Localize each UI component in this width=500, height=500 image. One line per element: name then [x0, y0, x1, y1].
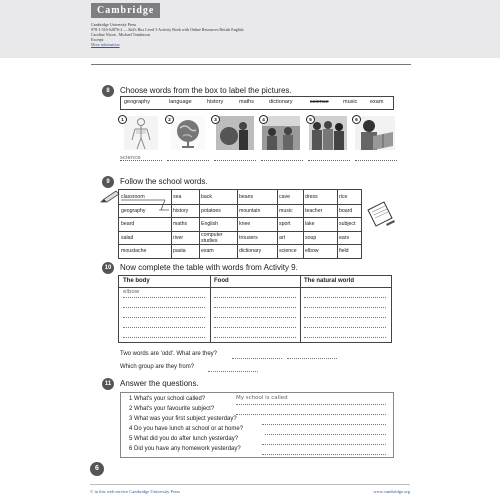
answer-line-4[interactable]: [261, 160, 303, 161]
header-natural-world: The natural world: [304, 278, 355, 284]
path-line: [119, 190, 361, 258]
picture-1-answer: science: [120, 155, 141, 161]
table-col-divider-1: [210, 276, 211, 342]
natural-line-3[interactable]: [304, 317, 386, 318]
more-information-link[interactable]: More information: [91, 42, 120, 47]
food-line-3[interactable]: [214, 317, 296, 318]
natural-line-2[interactable]: [304, 307, 386, 308]
question-5: 5 What did you do after lunch yesterday?: [129, 436, 239, 442]
answer-line-1[interactable]: [120, 160, 162, 161]
answer-line-6[interactable]: [355, 160, 397, 161]
pencil-icon: [100, 190, 120, 204]
odd-word-line-2[interactable]: [287, 358, 337, 359]
picture-number-3: 3: [211, 115, 220, 124]
word-science-struck: science: [310, 99, 329, 105]
grid-word[interactable]: moustache: [121, 248, 147, 255]
question-2: 2 What's your favourite subject?: [129, 406, 215, 412]
picture-number-4: 4: [259, 115, 268, 124]
grid-word[interactable]: mountain: [239, 207, 261, 214]
group-answer-line[interactable]: [208, 371, 258, 372]
page-footer: [90, 484, 410, 499]
answer-line-2[interactable]: [167, 160, 209, 161]
answer-line-5[interactable]: [308, 160, 350, 161]
natural-line-1[interactable]: [304, 297, 386, 298]
question-1: 1 What's your school called?: [129, 396, 206, 402]
exercise-10-badge: 10: [102, 262, 114, 274]
exercise-11-badge: 11: [102, 378, 114, 390]
cambridge-logo: Cambridge: [91, 3, 160, 18]
odd-words-question: Two words are 'odd'. What are they?: [120, 351, 218, 357]
answer-line-q3[interactable]: [262, 424, 386, 425]
grid-word[interactable]: teacher: [305, 207, 323, 214]
word-box: [120, 96, 394, 110]
natural-line-5[interactable]: [304, 337, 386, 338]
question-6: 6 Did you have any homework yesterday?: [129, 446, 241, 452]
natural-line-4[interactable]: [304, 327, 386, 328]
header-food: Food: [214, 278, 229, 284]
grid-word[interactable]: board: [339, 207, 353, 214]
question-3: 3 What was your first subject yesterday?: [129, 416, 237, 422]
word-grid: [118, 189, 362, 259]
question-4: 4 Do you have lunch at school or at home?: [129, 426, 244, 432]
cambridge-website-link[interactable]: www.cambridge.org: [373, 489, 410, 494]
grid-word[interactable]: English: [201, 221, 219, 228]
word-maths: maths: [239, 99, 254, 105]
header-the-body: The body: [123, 278, 150, 284]
answer-line-q2[interactable]: [236, 414, 386, 415]
body-first-answer: elbow: [123, 289, 140, 295]
authors-line: Caroline Nixon , Michael Tomlinson: [91, 32, 150, 37]
grid-word[interactable]: soup: [305, 234, 317, 241]
grid-word[interactable]: cave: [279, 194, 290, 200]
picture-number-2: 2: [165, 115, 174, 124]
grid-word[interactable]: art: [279, 234, 286, 241]
grid-word[interactable]: computer studies: [201, 231, 223, 244]
exercise-9-instruction: Follow the school words.: [120, 177, 208, 186]
exercise-8-badge: 8: [102, 85, 114, 97]
grid-word[interactable]: trousers: [239, 234, 258, 241]
picture-number-5: 5: [306, 115, 315, 124]
grid-word[interactable]: music: [279, 207, 293, 214]
food-line-4[interactable]: [214, 327, 296, 328]
exercise-11-instruction: Answer the questions.: [120, 379, 199, 388]
isbn-title-line: 978-1-316-62876-2 — Kid's Box Level 5 Activity Book with Online Resources British English: [91, 27, 244, 32]
answer-line-q5[interactable]: [262, 444, 386, 445]
exercise-8-instruction: Choose words from the box to label the pictures.: [120, 86, 292, 95]
grid-word[interactable]: sport: [279, 221, 291, 228]
grid-word[interactable]: salad: [121, 234, 134, 241]
grid-word[interactable]: knee: [239, 221, 251, 228]
copyright-link[interactable]: © in this web service Cambridge University Press: [90, 489, 181, 494]
globe-girl-picture: [216, 116, 254, 150]
grid-word[interactable]: lake: [305, 221, 315, 228]
answer-line-3[interactable]: [214, 160, 256, 161]
grid-word[interactable]: maths: [173, 221, 188, 228]
header-divider: [91, 64, 411, 65]
grid-word[interactable]: dress: [305, 194, 318, 200]
body-line-4[interactable]: [123, 327, 205, 328]
body-line-1[interactable]: [123, 297, 205, 298]
word-exam: exam: [370, 99, 384, 105]
odd-word-line-1[interactable]: [232, 358, 282, 359]
page-number: 6: [90, 462, 104, 476]
grid-word[interactable]: science: [279, 248, 297, 255]
grid-word[interactable]: ears: [339, 234, 350, 241]
exercise-9-badge: 9: [102, 176, 114, 188]
grid-word[interactable]: beard: [121, 221, 135, 228]
picture-number-6: 6: [352, 115, 361, 124]
answer-line-q1[interactable]: [236, 404, 386, 405]
grid-word[interactable]: elbow: [305, 248, 319, 255]
grid-word[interactable]: geography: [121, 207, 146, 214]
body-line-2[interactable]: [123, 307, 205, 308]
grid-word[interactable]: rice: [339, 194, 348, 200]
word-dictionary: dictionary: [269, 99, 293, 105]
grid-word[interactable]: history: [173, 207, 189, 214]
food-line-1[interactable]: [214, 297, 296, 298]
globe-picture: [171, 116, 205, 150]
page-header: [0, 0, 500, 58]
answer-line-q6[interactable]: [262, 454, 386, 455]
answer-line-q4[interactable]: [265, 434, 386, 435]
food-line-5[interactable]: [214, 337, 296, 338]
category-table: [118, 275, 392, 343]
grid-word[interactable]: exam: [201, 248, 214, 255]
exercise-10-instruction: Now complete the table with words from Activity 9.: [120, 263, 298, 272]
body-line-3[interactable]: [123, 317, 205, 318]
food-line-2[interactable]: [214, 307, 296, 308]
body-line-5[interactable]: [123, 337, 205, 338]
grid-word[interactable]: beans: [239, 194, 254, 200]
notepad-pencil-icon: [364, 200, 396, 230]
skeleton-picture: [124, 116, 158, 150]
grid-word[interactable]: pasta: [173, 248, 186, 255]
group-question: Which group are they from?: [120, 364, 195, 370]
grid-word[interactable]: river: [173, 234, 184, 241]
excerpt-label: Excerpt: [91, 37, 104, 42]
grid-word[interactable]: dictionary: [239, 248, 262, 255]
table-col-divider-2: [300, 276, 301, 342]
picture-number-1: 1: [118, 115, 127, 124]
boy-reading-picture: [355, 116, 395, 150]
word-geography: geography: [124, 99, 150, 105]
publisher-line: Cambridge University Press: [91, 22, 137, 27]
word-history: history: [207, 99, 224, 105]
grid-word[interactable]: field: [339, 248, 349, 255]
question-1-answer: My school is called: [236, 395, 288, 401]
grid-word[interactable]: potatoes: [201, 207, 221, 214]
word-music: music: [343, 99, 358, 105]
grid-word[interactable]: sea: [173, 194, 182, 200]
table-header-rule: [119, 287, 391, 288]
grid-word[interactable]: subject: [339, 221, 356, 228]
grid-word[interactable]: back: [201, 194, 212, 200]
word-language: language: [169, 99, 192, 105]
grid-word[interactable]: classroom: [121, 194, 145, 200]
